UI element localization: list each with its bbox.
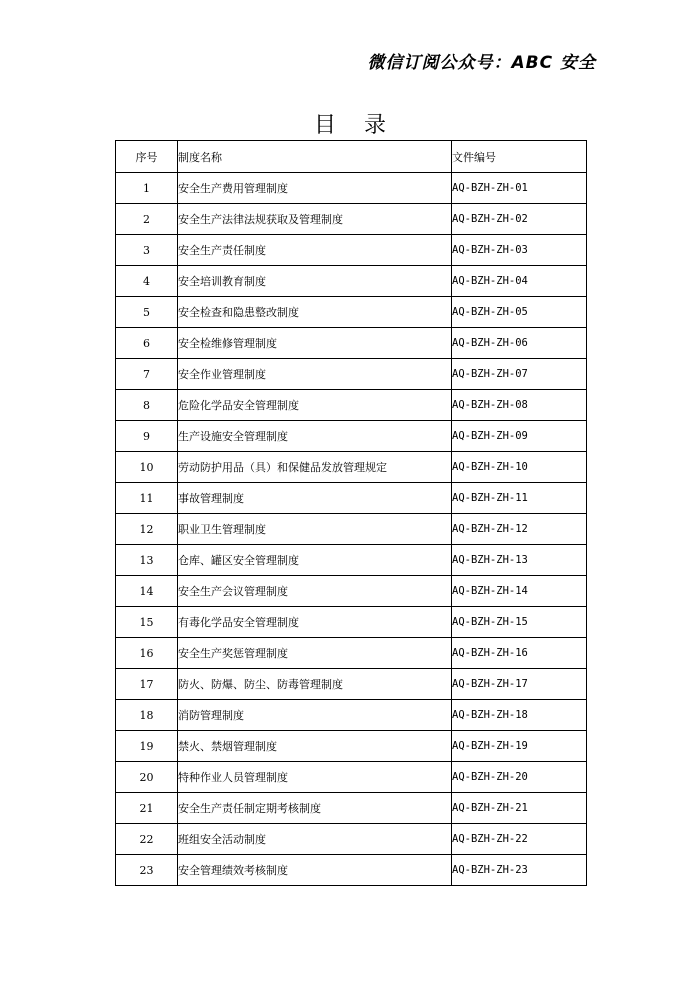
header-no: 序号 <box>116 141 178 173</box>
row-file-code: AQ-BZH-ZH-05 <box>452 297 587 328</box>
row-number: 10 <box>116 452 178 483</box>
row-number: 13 <box>116 545 178 576</box>
row-number: 4 <box>116 266 178 297</box>
row-regulation-name: 危险化学品安全管理制度 <box>178 390 452 421</box>
row-file-code: AQ-BZH-ZH-20 <box>452 762 587 793</box>
row-file-code: AQ-BZH-ZH-21 <box>452 793 587 824</box>
row-file-code: AQ-BZH-ZH-19 <box>452 731 587 762</box>
row-regulation-name: 劳动防护用品（具）和保健品发放管理规定 <box>178 452 452 483</box>
row-file-code: AQ-BZH-ZH-10 <box>452 452 587 483</box>
row-regulation-name: 安全检查和隐患整改制度 <box>178 297 452 328</box>
row-regulation-name: 安全生产会议管理制度 <box>178 576 452 607</box>
row-number: 5 <box>116 297 178 328</box>
row-regulation-name: 职业卫生管理制度 <box>178 514 452 545</box>
row-file-code: AQ-BZH-ZH-06 <box>452 328 587 359</box>
header-code: 文件编号 <box>452 141 587 173</box>
table-row <box>116 762 587 793</box>
row-file-code: AQ-BZH-ZH-09 <box>452 421 587 452</box>
row-file-code: AQ-BZH-ZH-23 <box>452 855 587 886</box>
table-row <box>116 452 587 483</box>
row-regulation-name: 防火、防爆、防尘、防毒管理制度 <box>178 669 452 700</box>
row-number: 23 <box>116 855 178 886</box>
row-number: 21 <box>116 793 178 824</box>
page-title: 目录 <box>313 113 414 138</box>
table-header-row <box>116 141 587 173</box>
row-file-code: AQ-BZH-ZH-14 <box>452 576 587 607</box>
row-regulation-name: 生产设施安全管理制度 <box>178 421 452 452</box>
row-regulation-name: 安全生产责任制度 <box>178 235 452 266</box>
row-regulation-name: 安全生产责任制定期考核制度 <box>178 793 452 824</box>
table-row <box>116 266 587 297</box>
table-row <box>116 359 587 390</box>
row-number: 14 <box>116 576 178 607</box>
row-number: 11 <box>116 483 178 514</box>
row-regulation-name: 特种作业人员管理制度 <box>178 762 452 793</box>
row-file-code: AQ-BZH-ZH-04 <box>452 266 587 297</box>
table-row <box>116 700 587 731</box>
row-number: 22 <box>116 824 178 855</box>
row-regulation-name: 安全作业管理制度 <box>178 359 452 390</box>
row-number: 8 <box>116 390 178 421</box>
row-number: 3 <box>116 235 178 266</box>
row-number: 19 <box>116 731 178 762</box>
toc-table <box>115 140 587 886</box>
toc-body <box>116 173 587 886</box>
row-number: 9 <box>116 421 178 452</box>
row-number: 1 <box>116 173 178 204</box>
row-number: 12 <box>116 514 178 545</box>
header-name: 制度名称 <box>178 141 452 173</box>
row-file-code: AQ-BZH-ZH-16 <box>452 638 587 669</box>
table-row <box>116 576 587 607</box>
row-regulation-name: 仓库、罐区安全管理制度 <box>178 545 452 576</box>
table-row <box>116 328 587 359</box>
table-row <box>116 297 587 328</box>
table-row <box>116 514 587 545</box>
row-regulation-name: 安全生产费用管理制度 <box>178 173 452 204</box>
row-number: 17 <box>116 669 178 700</box>
table-row <box>116 235 587 266</box>
row-regulation-name: 班组安全活动制度 <box>178 824 452 855</box>
row-file-code: AQ-BZH-ZH-22 <box>452 824 587 855</box>
row-number: 16 <box>116 638 178 669</box>
table-row <box>116 669 587 700</box>
row-file-code: AQ-BZH-ZH-18 <box>452 700 587 731</box>
table-row <box>116 483 587 514</box>
row-number: 20 <box>116 762 178 793</box>
row-file-code: AQ-BZH-ZH-15 <box>452 607 587 638</box>
row-regulation-name: 事故管理制度 <box>178 483 452 514</box>
table-row <box>116 824 587 855</box>
row-number: 7 <box>116 359 178 390</box>
row-number: 15 <box>116 607 178 638</box>
table-row <box>116 855 587 886</box>
table-row <box>116 607 587 638</box>
row-file-code: AQ-BZH-ZH-01 <box>452 173 587 204</box>
table-row <box>116 793 587 824</box>
header-watermark: 微信订阅公众号：ABC 安全 <box>367 53 596 73</box>
row-file-code: AQ-BZH-ZH-12 <box>452 514 587 545</box>
row-regulation-name: 消防管理制度 <box>178 700 452 731</box>
table-row <box>116 421 587 452</box>
row-file-code: AQ-BZH-ZH-08 <box>452 390 587 421</box>
row-regulation-name: 有毒化学品安全管理制度 <box>178 607 452 638</box>
row-regulation-name: 安全培训教育制度 <box>178 266 452 297</box>
table-row <box>116 390 587 421</box>
row-file-code: AQ-BZH-ZH-13 <box>452 545 587 576</box>
row-number: 6 <box>116 328 178 359</box>
table-row <box>116 545 587 576</box>
table-row <box>116 204 587 235</box>
row-regulation-name: 安全生产奖惩管理制度 <box>178 638 452 669</box>
table-row <box>116 173 587 204</box>
row-file-code: AQ-BZH-ZH-02 <box>452 204 587 235</box>
row-regulation-name: 禁火、禁烟管理制度 <box>178 731 452 762</box>
row-regulation-name: 安全管理绩效考核制度 <box>178 855 452 886</box>
table-row <box>116 638 587 669</box>
row-file-code: AQ-BZH-ZH-03 <box>452 235 587 266</box>
row-file-code: AQ-BZH-ZH-17 <box>452 669 587 700</box>
row-file-code: AQ-BZH-ZH-11 <box>452 483 587 514</box>
table-row <box>116 731 587 762</box>
row-regulation-name: 安全检维修管理制度 <box>178 328 452 359</box>
row-number: 18 <box>116 700 178 731</box>
row-number: 2 <box>116 204 178 235</box>
row-regulation-name: 安全生产法律法规获取及管理制度 <box>178 204 452 235</box>
row-file-code: AQ-BZH-ZH-07 <box>452 359 587 390</box>
